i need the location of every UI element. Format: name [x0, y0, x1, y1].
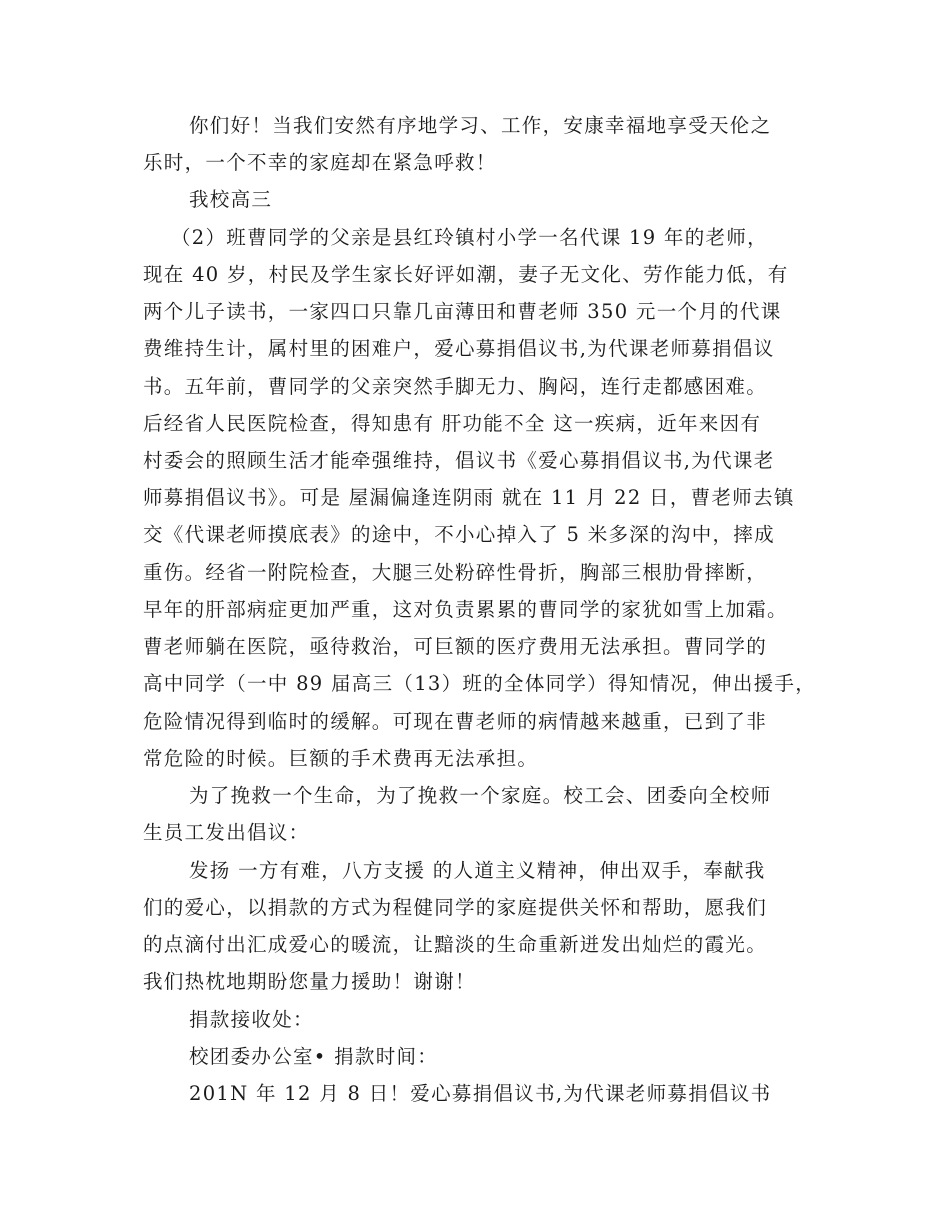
text-line: 们的爱心，以捐款的方式为程健同学的家庭提供关怀和帮助，愿我们 — [143, 896, 768, 919]
text-line: 早年的肝部病症更加严重，这对负责累累的曹同学的家犹如雪上加霜。 — [143, 598, 788, 621]
text-line: 201N 年 12 月 8 日！爱心募捐倡议书,为代课老师募捐倡议书 — [189, 1082, 772, 1105]
text-line: 曹老师躺在医院，亟待救治，可巨额的医疗费用无法承担。曹同学的 — [143, 635, 768, 658]
text-line: 为了挽救一个生命，为了挽救一个家庭。校工会、团委向全校师 — [189, 784, 772, 807]
text-line: 捐款接收处： — [189, 1008, 314, 1031]
text-line: 校团委办公室• 捐款时间： — [189, 1045, 439, 1068]
text-line: 交《代课老师摸底表》的途中，不小心掉入了 5 米多深的沟中，摔成 — [143, 523, 775, 546]
text-line: 发扬 一方有难，八方支援 的人道主义精神，伸出双手，奉献我 — [189, 859, 766, 882]
text-line: （2）班曹同学的父亲是县红玲镇村小学一名代课 19 年的老师， — [171, 226, 768, 249]
text-line: 高中同学（一中 89 届高三（13）班的全体同学）得知情况，伸出援手， — [143, 672, 817, 695]
text-line: 师募捐倡议书》。可是 屋漏偏逢连阴雨 就在 11 月 22 日，曹老师去镇 — [143, 486, 795, 509]
text-line: 生员工发出倡议： — [143, 821, 310, 844]
text-line: 村委会的照顾生活才能牵强维持，倡议书《爱心募捐倡议书,为代课老 — [143, 449, 775, 472]
text-line: 的点滴付出汇成爱心的暖流，让黯淡的生命重新迸发出灿烂的霞光。 — [143, 933, 768, 956]
text-line: 我校高三 — [189, 188, 273, 211]
text-line: 危险情况得到临时的缓解。可现在曹老师的病情越来越重，已到了非 — [143, 710, 768, 733]
text-line: 现在 40 岁，村民及学生家长好评如潮，妻子无文化、劳作能力低，有 — [143, 263, 789, 286]
text-line: 乐时，一个不幸的家庭却在紧急呼救！ — [143, 151, 497, 174]
text-line: 我们热枕地期盼您量力援助！谢谢！ — [143, 970, 476, 993]
text-line: 费维持生计，属村里的困难户，爱心募捐倡议书,为代课老师募捐倡议 — [143, 337, 775, 360]
text-line: 后经省人民医院检查，得知患有 肝功能不全 这一疾病，近年来因有 — [143, 412, 762, 435]
text-line: 你们好！当我们安然有序地学习、工作，安康幸福地享受天伦之 — [189, 114, 772, 137]
text-line: 书。五年前，曹同学的父亲突然手脚无力、胸闷，连行走都感困难。 — [143, 375, 768, 398]
text-line: 重伤。经省一附院检查，大腿三处粉碎性骨折，胸部三根肋骨摔断， — [143, 561, 768, 584]
text-line: 两个儿子读书，一家四口只靠几亩薄田和曹老师 350 元一个月的代课 — [143, 300, 782, 323]
text-line: 常危险的时候。巨额的手术费再无法承担。 — [143, 747, 539, 770]
